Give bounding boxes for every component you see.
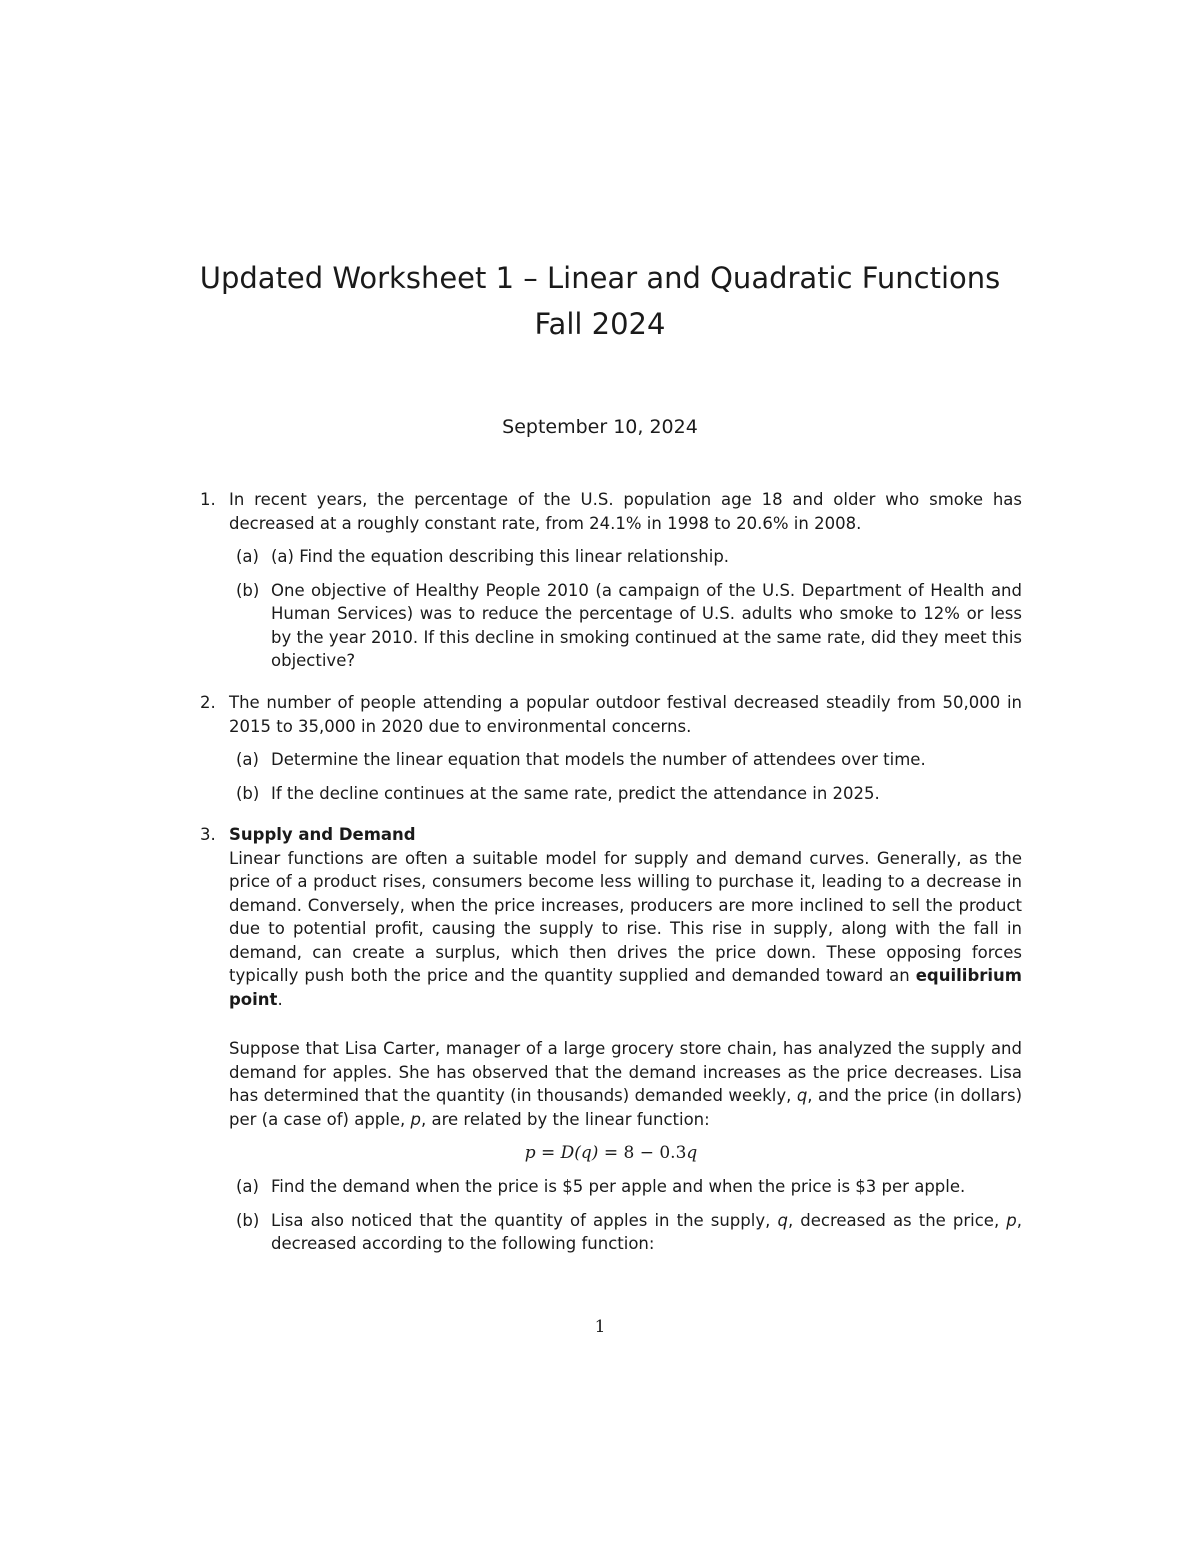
part-text: If the decline continues at the same rate, predict the attendance in 2025.: [271, 783, 880, 803]
question-2-part-b: [229, 782, 1022, 806]
intro-text: Linear functions are often a suitable model for supply and demand curves. Generally, as the price of a product rises, consumers become less willing to purchase it, leading to a decrease in demand. Conversely, when the price increases, producers are more inclined to sell the product due to potential profit, causing the supply to rise. This rise in supply, along with the fall in demand, can create a surplus, which then drives the price down. These opposing forces typically push both the price and the quantity supplied and demanded toward an: [229, 848, 1022, 985]
equilibrium-term: equilibrium point: [229, 966, 1022, 1009]
question-1-part-b: [229, 579, 1022, 673]
question-3: [200, 823, 1022, 1256]
variable-q: q: [777, 1210, 788, 1230]
question-heading: [229, 823, 1022, 847]
part-text-a: Lisa also noticed that the quantity of apples in the supply,: [271, 1210, 771, 1230]
eq-equals: =: [535, 1143, 561, 1163]
part-label: (a): [236, 547, 259, 566]
question-3-part-b: [229, 1209, 1022, 1256]
question-number: 1.: [200, 490, 216, 509]
lisa-carter-scenario: [229, 1037, 1022, 1131]
intro-end: .: [277, 989, 283, 1009]
part-text: One objective of Healthy People 2010 (a campaign of the U.S. Department of Health and Human Services) was to reduce the percentage of U.S. adults who smoke to 12% or less by the year 2010. If this decline in smoking continued at the same rate, did they meet this objective?: [271, 580, 1022, 670]
eq-func: D(q): [560, 1143, 599, 1163]
question-3-part-a: [229, 1175, 1022, 1199]
scenario-text-a: Suppose that Lisa Carter, manager of a large grocery store chain, has analyzed the supply and demand for apples. She has observed that the demand increases as the price decreases. Lisa has determined that the quantity (in thousands) demanded weekly,: [229, 1039, 1022, 1105]
scenario-text-b: , and the price (in dollars) per (a case of) apple,: [229, 1086, 1022, 1129]
scenario-text-c: , are related by the linear function:: [420, 1109, 710, 1129]
document-date: September 10, 2024: [502, 416, 698, 438]
part-text: Find the demand when the price is $5 per apple and when the price is $3 per apple.: [271, 1177, 966, 1196]
section-heading: Supply and Demand: [229, 825, 416, 844]
page-number: 1: [594, 1317, 606, 1337]
part-label: (b): [236, 580, 260, 600]
part-label: (a): [236, 1177, 259, 1196]
variable-p: p: [410, 1109, 421, 1129]
part-text-b: , decreased as the price,: [787, 1210, 1000, 1230]
question-number: 2.: [200, 693, 216, 712]
question-text: The number of people attending a popular outdoor festival decreased steadily from 50,000 in 2015 to 35,000 in 2020 due to environmental concerns.: [229, 693, 1022, 736]
eq-lhs: p: [524, 1143, 536, 1163]
variable-p: p: [1006, 1210, 1017, 1230]
part-label: (b): [236, 1210, 260, 1230]
part-label: (a): [236, 750, 259, 769]
part-text: (a) Find the equation describing this linear relationship.: [271, 547, 730, 566]
document-term: Fall 2024: [534, 307, 666, 341]
demand-equation: [200, 1141, 1022, 1165]
question-1-part-a: [229, 545, 1022, 569]
question-text: In recent years, the percentage of the U.S. population age 18 and older who smoke has decreased at a roughly constant rate, from 24.1% in 1998 to 20.6% in 2008.: [229, 490, 1022, 533]
document-title: Updated Worksheet 1 – Linear and Quadratic Functions: [199, 261, 1001, 295]
question-1: [200, 488, 1022, 673]
question-2-part-a: [229, 748, 1022, 772]
supply-demand-intro: [229, 847, 1022, 1012]
part-text: [271, 1209, 1022, 1256]
part-label: (b): [236, 783, 260, 803]
question-number: 3.: [200, 825, 216, 844]
question-2: [200, 691, 1022, 805]
eq-rhs: = 8 − 0.3: [598, 1143, 687, 1163]
part-text-c: , decreased according to the following function:: [271, 1210, 1023, 1253]
eq-var: q: [686, 1143, 698, 1163]
variable-q: q: [796, 1086, 808, 1105]
part-text: Determine the linear equation that models the number of attendees over time.: [271, 750, 926, 769]
